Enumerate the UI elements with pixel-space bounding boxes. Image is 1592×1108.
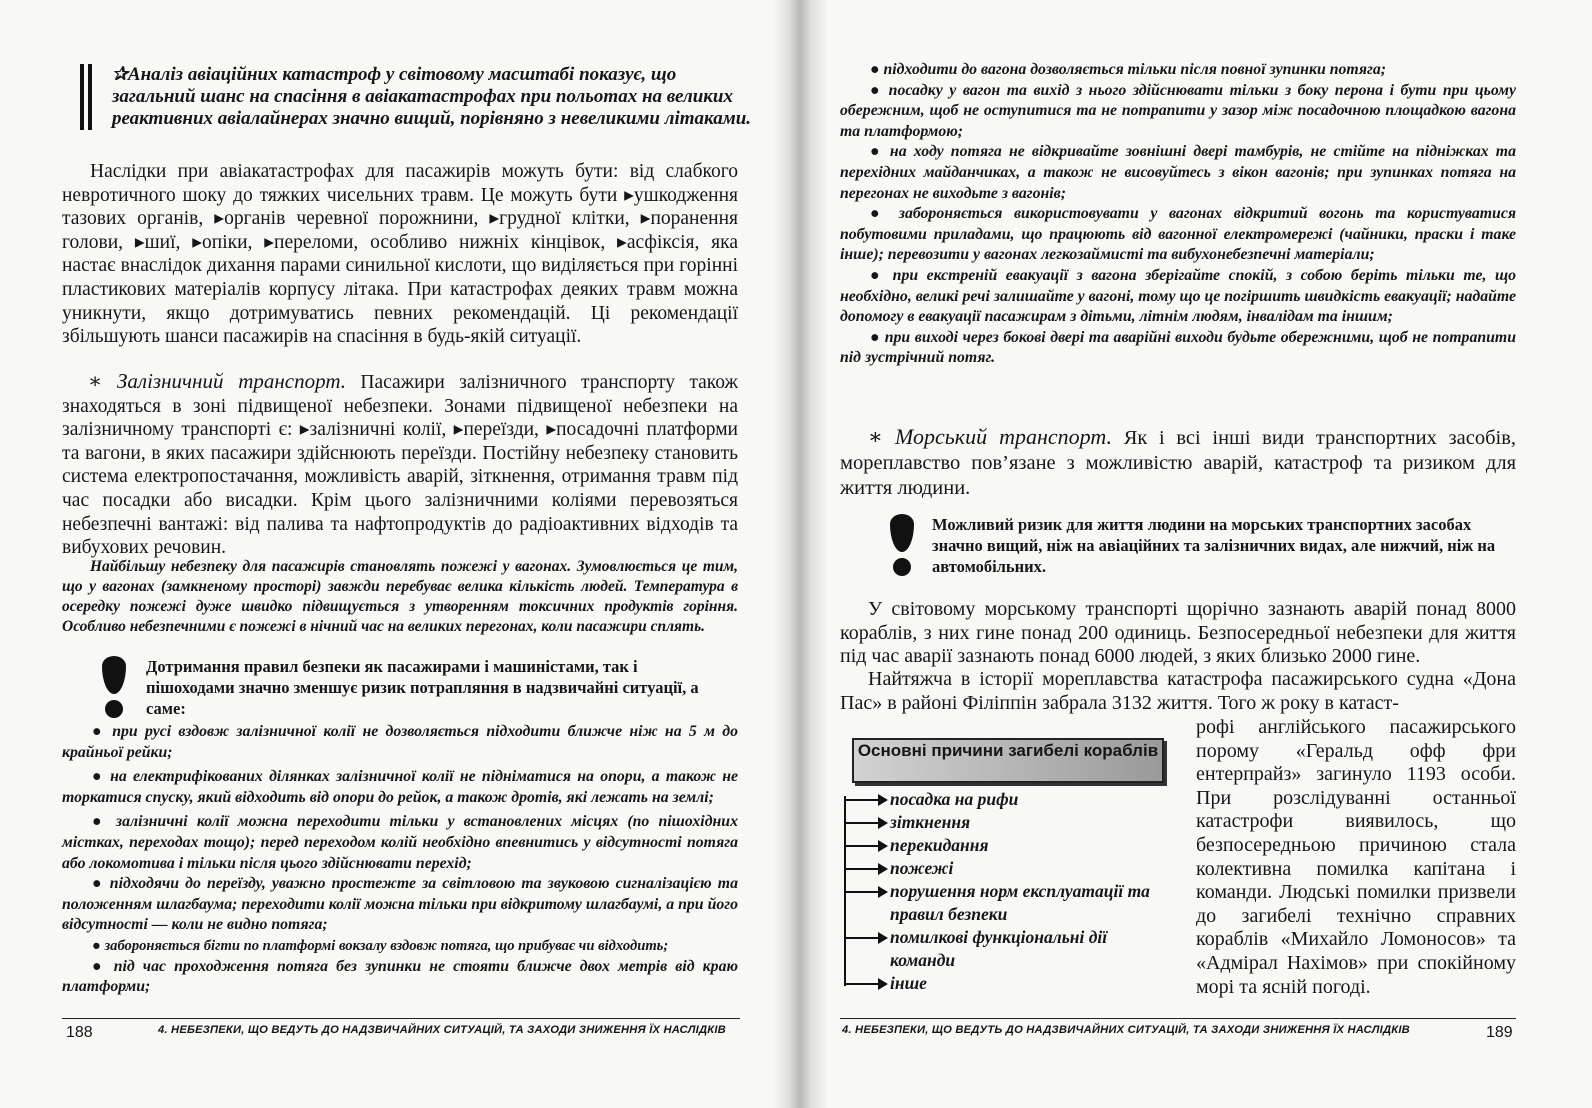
rail-rule: ● при виході через бокові двері та аварійні виходи будьте обережними, щоб не потрапити під зустрічний потяг. (840, 328, 1516, 367)
arrow-right-icon (844, 880, 890, 903)
rail-rule: ● посадку у вагон та вихід з нього здійснювати тільки з боку перона і бути при цьому обережним, щоб не оступитися та не потрапити у зазор між посадочною площадкою вагона та платформою; (840, 81, 1516, 140)
book-gutter-shadow (772, 0, 828, 1108)
page-number: 188 (66, 1024, 93, 1041)
rail-rule: ● при екстреній евакуації з вагона зберігайте спокій, з собою беріть тільки те, що необхідно, великі речі залишайте у вагоні, тому що це погіршить швидкість евакуації; надайте допомогу в евакуації пасажирам з дітьми, літнім людям, інвалідам та іншим; (840, 266, 1516, 326)
exclamation-icon (98, 656, 130, 722)
rail-rule: ● на ходу потяга не відкривайте зовнішні двері тамбурів, не стійте на підніжках та перехідних майданчиках, а також не висовуйтесь з вікон вагонів; при зупинках потяга на перегонах не виходьте з вагонів; (840, 143, 1516, 202)
rail-rules-continued (840, 60, 1516, 369)
footer-rule (62, 1018, 740, 1019)
aviation-consequences-paragraph: Наслідки при авіакатастрофах для пасажирів можуть бути: від слабкого невротичного шоку до тяжких чисельних травм. Це можуть бути ▸ушкодження тазових органів, ▸органів черевної порожнини, ▸грудної клітки, ▸поранення голови, ▸шиї, ▸опіки, ▸переломи, особливо нижніх кінцівок, ▸асфіксія, яка настає внаслідок дихання парами синильної кислоти, що виділяється при горінні пластикових матеріалів корпусу літака. При катастрофах деяких травм можна уникнути, якщо дотримуватись певних рекомендацій. Ці рекомендації збільшують шанси пасажирів на спасіння в будь-якій ситуації. (62, 161, 738, 348)
running-footer: 4. НЕБЕЗПЕКИ, ЩО ВЕДУТЬ ДО НАДЗВИЧАЙНИХ СИТУАЦІЙ, ТА ЗАХОДИ ЗНИЖЕННЯ ЇХ НАСЛІДКІВ (158, 1024, 726, 1036)
cause-item: зіткнення (844, 811, 1170, 834)
fire-note: Найбільшу небезпеку для пасажирів становлять пожежі у вагонах. Зумовлюється це тим, що у вагонах (замкненому просторі) завжди перебуває велика кількість людей. Температура в осередку пожежі дуже швидко підвищується з утворенням токсичних продуктів горіння. Особливо небезпечними є пожежі в нічний час на великих перегонах, коли пасажири сплять. (62, 558, 738, 635)
sea-text: Як і всі інші види транспортних засобів, мореплавство пов’язане з можливістю аварій, катастроф та ризиком для життя людини. (840, 427, 1516, 499)
rail-heading: ∗ Залізничний транспорт. (88, 369, 347, 393)
sea-paragraph (840, 424, 1516, 501)
exclamation-icon (886, 514, 918, 580)
rail-rule: ● підходячи до переїзду, уважно простежте за світловою та звуковою сигналізацією та положенням шлагбаума; переходити колії можна тільки при відкритому шлагбаумі, а при його відсутності — коли не видно потяга; (62, 875, 738, 934)
ship-loss-causes-list (844, 788, 1170, 995)
rail-paragraph (62, 370, 738, 560)
sea-heading: ∗ Морський транспорт. (868, 424, 1113, 449)
arrow-right-icon (844, 926, 890, 949)
arrow-right-icon (844, 857, 890, 880)
rail-rule: ● забороняється використовувати у вагонах відкритий вогонь та користуватися побутовими приладами, що працюють від вагонної електромережі (чайники, праски і таке інше); перевозити у вагонах легкозаймисті та вибухонебезпечні матеріали; (840, 205, 1516, 264)
cause-item: помилкові функціональні дії команди (844, 926, 1170, 972)
cause-item: порушення норм експлуатації та правил безпеки (844, 880, 1170, 926)
arrow-right-icon (844, 972, 890, 995)
cause-item: перекидання (844, 834, 1170, 857)
aviation-callout: ✰Аналіз авіаційних катастроф у світовому масштабі показує, що загальний шанс на спасіння в авіакатастрофах при польотах на великих реактивних авіалайнерах значно вищий, порівняно з невеликими літаками. (88, 64, 762, 130)
sea-warning-text: Можливий ризик для життя людини на морських транспортних засобах значно вищий, ніж на авіаційних та залізничних видах, але нижчий, ніж на автомобільних. (932, 515, 1496, 576)
ship-loss-causes-title: Основні причини загибелі кораблів (852, 738, 1164, 783)
arrow-right-icon (844, 788, 890, 811)
cause-item: посадка на рифи (844, 788, 1170, 811)
rail-rules-list (62, 722, 738, 998)
cause-item: інше (844, 972, 1170, 995)
arrow-right-icon (844, 834, 890, 857)
rail-rule: ● на електрифікованих ділянках залізничної колії не підніматися на опори, а також не торкатися спуску, який відходить від опори до рейок, а також дротів, які лежать на землі; (62, 768, 738, 806)
cause-item: пожежі (844, 857, 1170, 880)
rail-rule: ● при русі вздовж залізничної колії не дозволяється підходити ближче ніж на 5 м до крайньої рейки; (62, 723, 738, 761)
rail-rule: ● підходити до вагона дозволяється тільки після повної зупинки потяга; (870, 61, 1386, 78)
rail-warning-text: Дотримання правил безпеки як пасажирами і машиністами, так і пішоходами значно зменшує ризик потрапляння в надзвичайні ситуації, а саме: (146, 657, 699, 718)
running-footer: 4. НЕБЕЗПЕКИ, ЩО ВЕДУТЬ ДО НАДЗВИЧАЙНИХ СИТУАЦІЙ, ТА ЗАХОДИ ЗНИЖЕННЯ ЇХ НАСЛІДКІВ (842, 1024, 1410, 1036)
sea-stats-paragraph: У світовому морському транспорті щорічно зазнають аварій понад 8000 кораблів, з них гине понад 200 одиниць. Безпосередньої небезпеки для життя під час аварії зазнають понад 6000 людей, з яких близько 2000 гине. (840, 598, 1516, 667)
rail-rule: ● залізничні колії можна переходити тільки у встановлених місцях (по пішохідних містках, переходах тощо); перед переходом колій необхідно впевнитись у відсутності потяга або локомотива і тільки після цього здійснювати перехід; (62, 813, 738, 872)
ship-disaster-paragraph: рофі англійського пасажирського порому «Геральд офф фри ентерпрайз» загинуло 1193 особи. При розслідуванні останньої катастрофи виявилось, що безпосередньою причиною стала колективна помилка капітана і команди. Людські помилки призвели до загибелі технічно справних кораблів «Михайло Ломоносов» та «Адмірал Нахімов» при спокійному морі та ясній погоді. (1196, 716, 1516, 998)
sea-warning (886, 514, 1516, 580)
dona-pas-paragraph: Найтяжча в історії мореплавства катастрофа пасажирського судна «Дона Пас» в районі Філіппін забрала 3132 життя. Того ж року в катаст- (840, 668, 1516, 714)
page-number: 189 (1486, 1024, 1513, 1041)
footer-rule (840, 1018, 1516, 1019)
rail-text: Пасажири залізничного транспорту також знаходяться в зоні підвищеної небезпеки. Зонами підвищеної небезпеки на залізничному транспорті є: ▸залізничні колії, ▸переїзди, ▸посадочні платформи та вагони, в яких пасажири здійснюють переїзди. Постійну небезпеку становить система електропостачання, можливість аварій, зіткнення, отримання травм під час посадки або висадки. Крім цього залізничними коліями перевозяться небезпечні вантажі: від палива та нафтопродуктів до радіоактивних відходів та вибухових речовин. (62, 372, 738, 559)
rail-rule: ● під час проходження потяга без зупинки не стояти ближче двох метрів від краю платформи; (62, 957, 738, 996)
rail-rule: ● забороняється бігти по платформі вокзалу вздовж потяга, що прибуває чи відходить; (92, 937, 669, 954)
rail-warning (98, 656, 738, 722)
arrow-right-icon (844, 811, 890, 834)
